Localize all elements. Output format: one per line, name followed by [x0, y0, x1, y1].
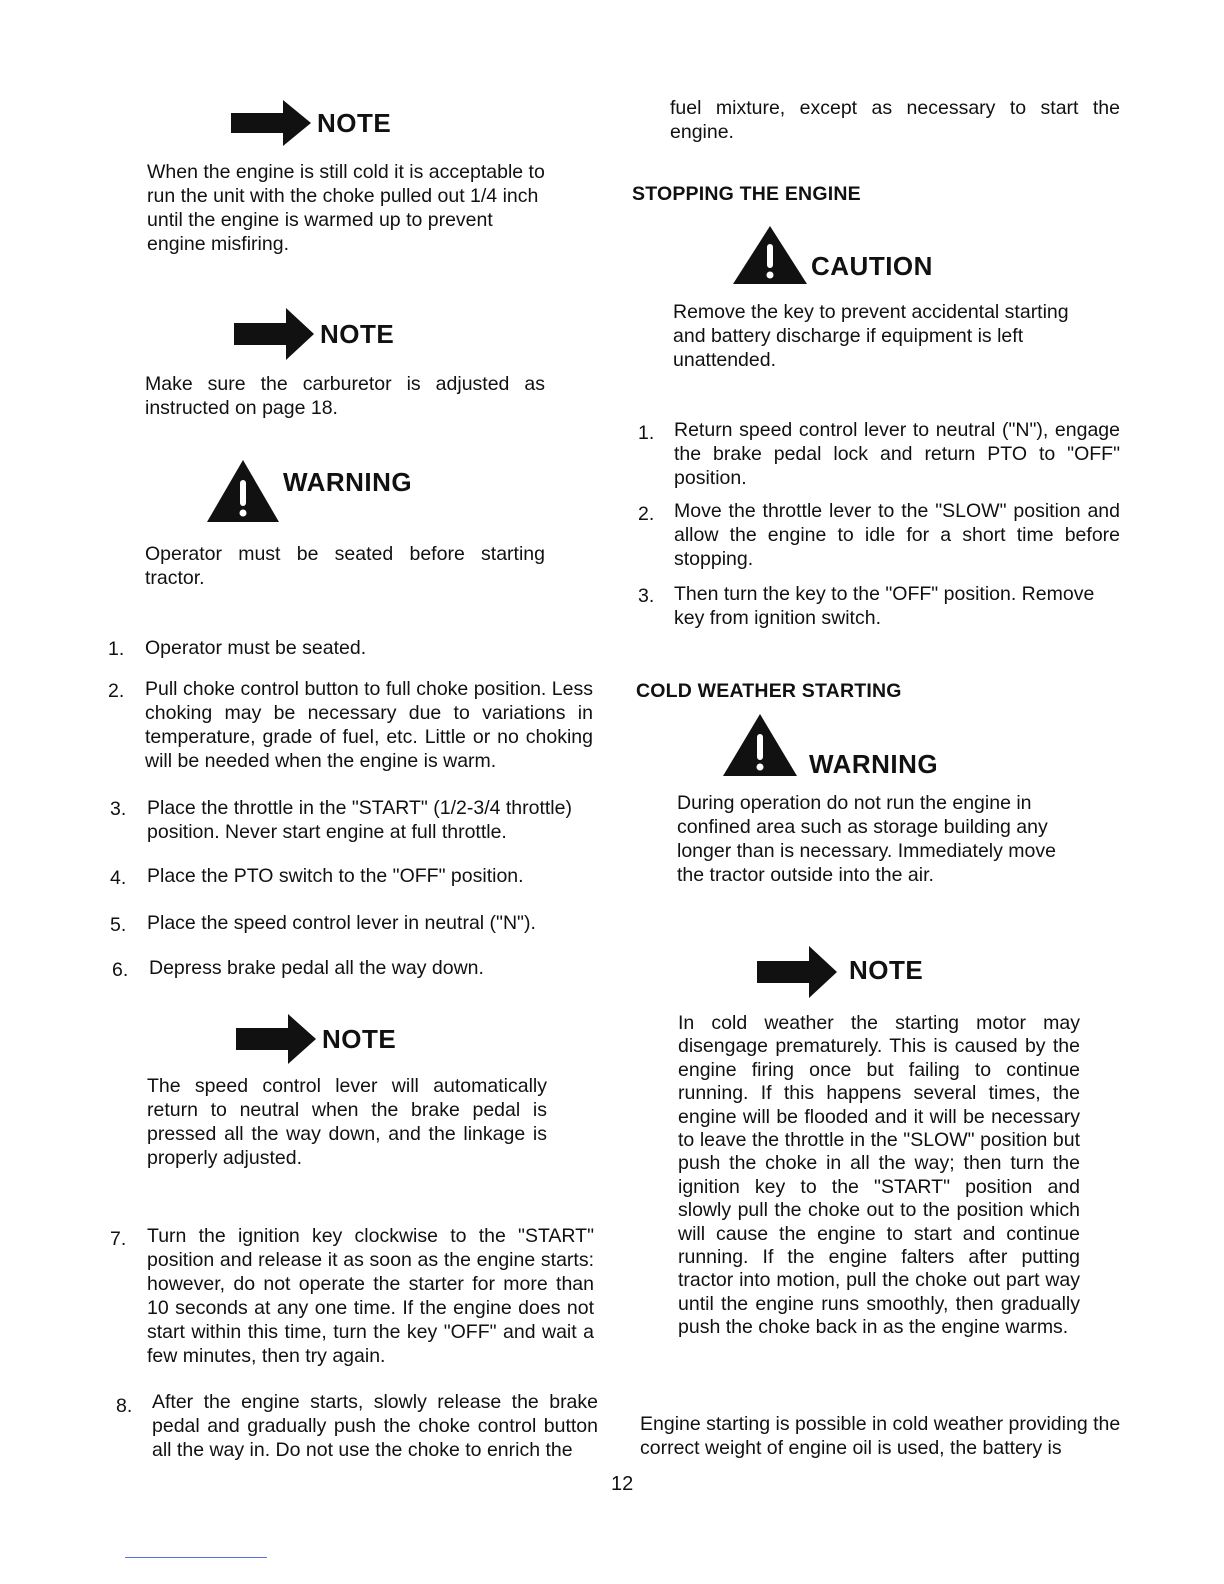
note-label: NOTE [849, 955, 924, 985]
step-text: Depress brake pedal all the way down. [149, 957, 484, 979]
note-text-4: In cold weather the starting motor may disengage prematurely. This is caused by the engine firing once but failing to continue running. If this happens several times, the engine will be flooded and it will be necessary to leave the throttle in the "SLOW" position but push the choke in all the way; then turn the ignition key to the "START" position and slowly pull the choke out to the position which will cause the engine to start and continue running. If the engine falters after putting tractor into motion, pull the choke out part way until the engine runs smoothly, then gradually push the choke back in as the engine warms. [678, 1012, 1080, 1339]
warning-text-2: During operation do not run the engine in confined area such as storage building any longer than is necessary. Immediately move the tractor outside into the air. [677, 792, 1056, 886]
stop-step-text: Move the throttle lever to the "SLOW" position and allow the engine to idle for a short time before stopping. [674, 500, 1120, 570]
stop-step-number: 2. [638, 503, 655, 525]
step-text: Place the speed control lever in neutral ("N"). [147, 912, 536, 934]
note-label: NOTE [320, 319, 395, 349]
note-header-2 [234, 308, 394, 360]
bottom-rule [125, 1557, 267, 1558]
warning-label: WARNING [283, 467, 413, 497]
arrow-icon [234, 308, 314, 360]
step-number: 6. [112, 959, 129, 981]
warning-label: WARNING [809, 749, 939, 779]
caution-text: Remove the key to prevent accidental starting and battery discharge if equipment is left unattended. [673, 301, 1069, 371]
step-number: 3. [110, 798, 127, 820]
step-text: Turn the ignition key clockwise to the "START" position and release it as soon as the engine starts: however, do not operate the starter for more than 10 seconds at any one time. If the engine does not start within this time, turn the key "OFF" and wait a few minutes, then try again. [147, 1225, 594, 1367]
note-header-4 [757, 946, 923, 998]
cold-weather-title: COLD WEATHER STARTING [636, 680, 902, 702]
step-number: 8. [116, 1395, 133, 1417]
note-text-3: The speed control lever will automatically return to neutral when the brake pedal is pressed all the way down, and the linkage is properly adjusted. [147, 1075, 547, 1169]
warning-text-1: Operator must be seated before starting tractor. [145, 543, 545, 589]
note-label: NOTE [322, 1024, 397, 1054]
step-number: 4. [110, 867, 127, 889]
step-text: Place the PTO switch to the "OFF" position. [147, 865, 524, 887]
step-number: 5. [110, 914, 127, 936]
step-number: 7. [110, 1228, 127, 1250]
warning-header-2 [721, 712, 938, 778]
step-number: 1. [108, 638, 125, 660]
warning-triangle-icon [205, 458, 281, 524]
caution-label: CAUTION [811, 251, 933, 281]
arrow-icon [236, 1014, 316, 1064]
step-text: Operator must be seated. [145, 637, 367, 659]
stop-step-number: 1. [638, 422, 655, 444]
warning-triangle-icon [731, 224, 809, 286]
caution-header [731, 224, 933, 286]
note-label: NOTE [317, 108, 392, 138]
note-text-2: Make sure the carburetor is adjusted as instructed on page 18. [145, 373, 545, 419]
step-text: Place the throttle in the "START" (1/2-3/4 throttle) position. Never start engine at full throttle. [147, 797, 572, 843]
continued-text: fuel mixture, except as necessary to start the engine. [670, 97, 1120, 143]
arrow-icon [757, 946, 837, 998]
stopping-engine-title: STOPPING THE ENGINE [632, 183, 861, 205]
step-text: Pull choke control button to full choke position. Less choking may be necessary due to variations in temperature, grade of fuel, etc. Little or no choking will be needed when the engine is warm. [145, 678, 593, 772]
note-header-3 [236, 1014, 396, 1064]
page-number: 12 [611, 1473, 634, 1495]
stop-step-number: 3. [638, 585, 655, 607]
step-text: After the engine starts, slowly release the brake pedal and gradually push the choke control button all the way in. Do not use the choke to enrich the [152, 1391, 598, 1461]
warning-header-1 [205, 458, 412, 524]
arrow-icon [231, 100, 311, 146]
warning-triangle-icon [721, 712, 799, 778]
stop-step-text: Return speed control lever to neutral ("N"), engage the brake pedal lock and return PTO to "OFF" position. [674, 419, 1120, 489]
note-text-1: When the engine is still cold it is acceptable to run the unit with the choke pulled out 1/4 inch until the engine is warmed up to prevent engine misfiring. [147, 161, 545, 255]
stop-step-text: Then turn the key to the "OFF" position. Remove key from ignition switch. [674, 583, 1095, 629]
note-header-1 [231, 100, 391, 146]
closing-text: Engine starting is possible in cold weather providing the correct weight of engine oil is used, the battery is [640, 1413, 1121, 1459]
step-number: 2. [108, 680, 125, 702]
